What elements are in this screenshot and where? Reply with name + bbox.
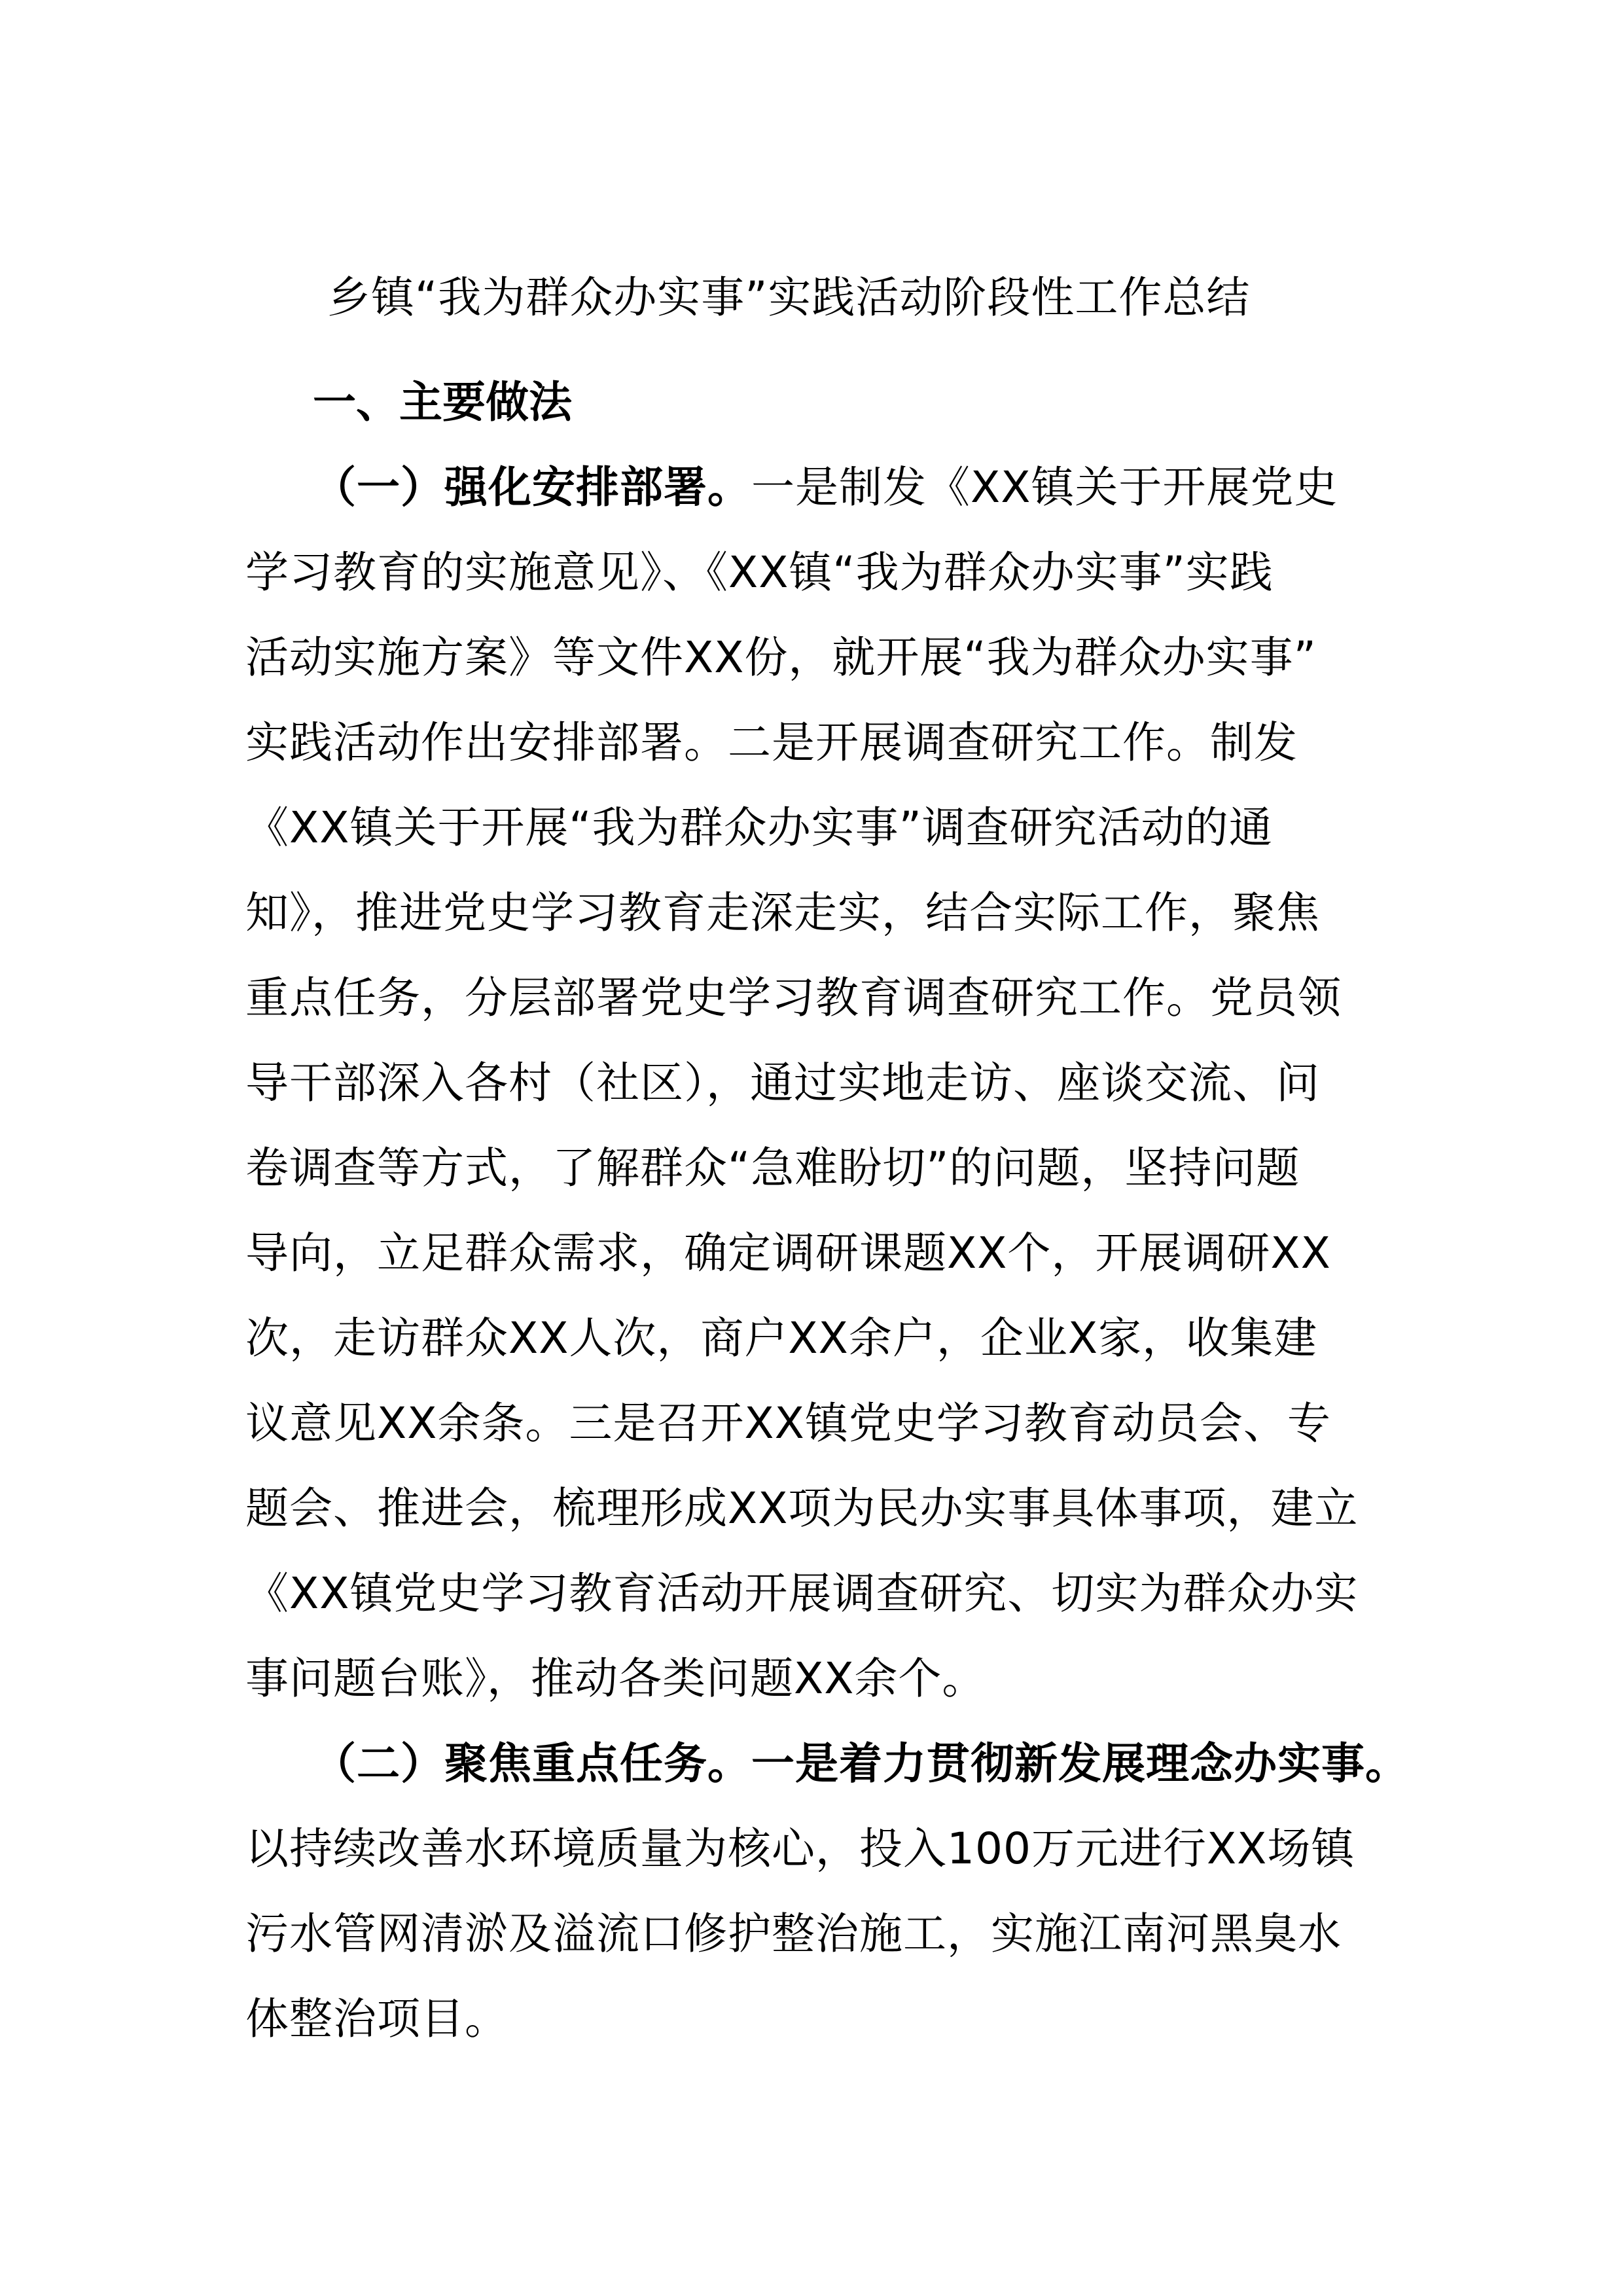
paragraph-1-line-10: 导向，立足群众需求，确定调研课题XX个，开展调研XX bbox=[245, 1228, 1331, 1278]
paragraph-1-line-13: 题会、推进会，梳理形成XX项为民办实事具体事项，建立 bbox=[245, 1483, 1359, 1534]
paragraph-1-line-8: 导干部深入各村（社区），通过实地走访、座谈交流、问 bbox=[245, 1058, 1320, 1108]
paragraph-1-line-6: 知》，推进党史学习教育走深走实，结合实际工作，聚焦 bbox=[245, 888, 1320, 938]
paragraph-1-line-15: 事问题台账》，推动各类问题XX余个。 bbox=[245, 1653, 986, 1704]
section-heading: 一、主要做法 bbox=[313, 377, 572, 427]
paragraph-2-line-3: 体整治项目。 bbox=[245, 1994, 508, 2044]
paragraph-1-line-3: 活动实施方案》等文件XX份，就开展“我为群众办实事” bbox=[245, 632, 1317, 683]
paragraph-2-line-1: 以持续改善水环境质量为核心，投入100万元进行XX场镇 bbox=[245, 1823, 1355, 1874]
paragraph-1-text: 一是制发《XX镇关于开展党史 bbox=[751, 462, 1338, 512]
document-title: 乡镇“我为群众办实事”实践活动阶段性工作总结 bbox=[327, 272, 1251, 323]
paragraph-1-line-1 bbox=[313, 455, 1338, 520]
paragraph-1-line-14: 《XX镇党史学习教育活动开展调查研究、切实为群众办实 bbox=[245, 1568, 1359, 1619]
paragraph-1-line-11: 次，走访群众XX人次，商户XX余户，企业X家，收集建 bbox=[245, 1313, 1318, 1363]
paragraph-2-line-2: 污水管网清淤及溢流口修护整治施工，实施江南河黑臭水 bbox=[245, 1909, 1342, 1959]
paragraph-1-line-9: 卷调查等方式，了解群众“急难盼切”的问题，坚持问题 bbox=[245, 1143, 1300, 1193]
paragraph-1-line-7: 重点任务，分层部署党史学习教育调查研究工作。党员领 bbox=[245, 973, 1342, 1023]
paragraph-2-lead: （二）聚焦重点任务。一是着力贯彻新发展理念办实事。 bbox=[313, 1738, 1409, 1789]
paragraph-1-line-12: 议意见XX余条。三是召开XX镇党史学习教育动员会、专 bbox=[245, 1398, 1331, 1448]
paragraph-1-lead: （一）强化安排部署。 bbox=[313, 462, 751, 512]
paragraph-1-line-5: 《XX镇关于开展“我为群众办实事”调查研究活动的通 bbox=[245, 802, 1273, 853]
paragraph-1-line-4: 实践活动作出安排部署。二是开展调查研究工作。制发 bbox=[245, 717, 1298, 768]
paragraph-1-line-2: 学习教育的实施意见》、《XX镇“我为群众办实事”实践 bbox=[245, 547, 1274, 598]
